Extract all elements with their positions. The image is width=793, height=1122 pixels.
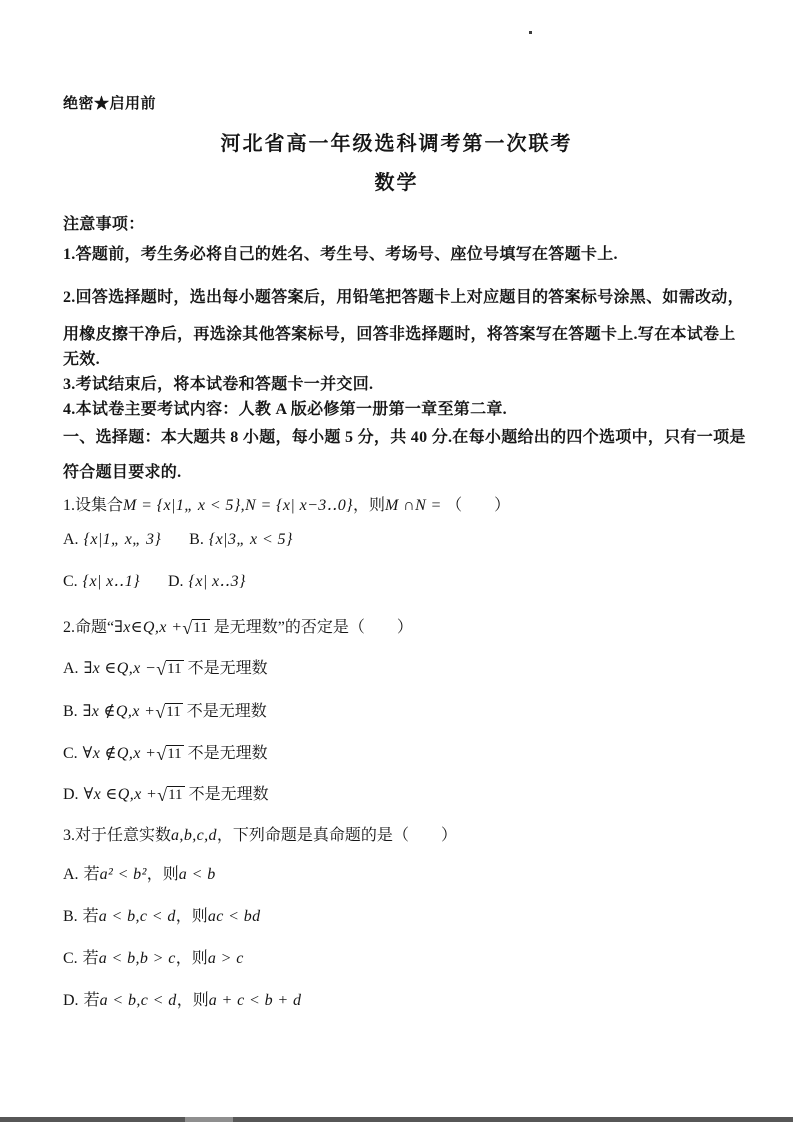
question-2-option-b xyxy=(63,698,267,721)
question-2-number-text: 2.命题“ xyxy=(63,619,115,636)
notice-item-3: 3.考试结束后，将本试卷和答题卡一并交回. xyxy=(63,376,374,393)
question-3-text: ，下列命题是真命题的是 xyxy=(216,827,393,844)
notice-item-4: 4.本试卷主要考试内容：人教 A 版必修第一册第一章至第二章. xyxy=(63,401,507,418)
question-3-option-a xyxy=(63,861,216,884)
notice-item-2: 2.回答选择题时，选出每小题答案后，用铅笔把答题卡上对应题目的答案标号涂黑、如需改动， xyxy=(63,289,744,306)
question-1-stem xyxy=(63,492,510,515)
option-c-conclusion: a > c xyxy=(207,950,244,967)
option-b-if: 若 xyxy=(82,908,99,925)
section-header-line-1: 一、选择题：本大题共 8 小题，每小题 5 分，共 40 分.在每小题给出的四个选项中，只有一项是 xyxy=(63,429,746,446)
section-header-line-2: 符合题目要求的. xyxy=(63,464,182,481)
option-b xyxy=(189,531,293,548)
answer-blank-parentheses: （ ） xyxy=(348,619,413,636)
sqrt-icon: √ xyxy=(157,785,168,805)
option-c-condition: a < b,b > c xyxy=(98,950,176,967)
question-2-stem xyxy=(63,614,413,637)
radicand-value: 11 xyxy=(167,746,182,762)
sqrt-radical xyxy=(156,660,183,678)
option-a-conclusion: a < b xyxy=(178,866,216,883)
option-a-if: 若 xyxy=(83,866,100,883)
option-a-label: A. xyxy=(63,866,79,883)
option-d-conclusion: a + c < b + d xyxy=(208,992,302,1009)
question-3-option-d xyxy=(63,987,301,1010)
question-1-expression: M ∩N = xyxy=(385,497,447,514)
option-d-math: ∀x ∈Q,x + xyxy=(83,786,158,803)
question-1-options-row-2 xyxy=(63,571,246,591)
notice-heading: 注意事项： xyxy=(63,216,145,233)
option-d-label: D. xyxy=(63,992,79,1009)
subject-title: 数学 xyxy=(374,172,419,194)
question-3-option-c xyxy=(63,945,244,968)
option-c-label: C. xyxy=(63,745,78,762)
option-d-if: 若 xyxy=(83,992,100,1009)
notice-item-2-end: 无效. xyxy=(63,351,100,368)
sqrt-radical xyxy=(155,703,182,721)
option-d-condition: a < b,c < d xyxy=(99,992,177,1009)
sqrt-icon: √ xyxy=(155,702,166,722)
notice-item-2-continued: 用橡皮擦干净后，再选涂其他答案标号，回答非选择题时，将答案写在答题卡上.写在本试卷上 xyxy=(63,326,736,343)
question-3-option-b xyxy=(63,903,261,926)
option-d-label: D. xyxy=(167,573,184,590)
option-b-text: {x|3„ x < 5} xyxy=(208,531,293,548)
option-c-if: 若 xyxy=(82,950,99,967)
question-3-variables: a,b,c,d xyxy=(171,827,217,844)
question-3-stem xyxy=(63,822,457,845)
option-a-text: 不是无理数 xyxy=(187,660,268,677)
notice-item-1: 1.答题前，考生务必将自己的姓名、考生号、考场号、座位号填写在答题卡上. xyxy=(63,246,618,263)
option-d-label: D. xyxy=(63,786,79,803)
scan-edge-bar-smudge xyxy=(185,1117,233,1122)
sqrt-radical xyxy=(182,619,209,637)
radicand-value: 11 xyxy=(166,704,181,720)
option-b-label: B. xyxy=(189,531,204,548)
sqrt-radical xyxy=(157,786,184,804)
option-b-math: ∃x ∉Q,x + xyxy=(82,703,156,720)
option-a-label: A. xyxy=(63,531,79,548)
exam-title: 河北省高一年级选科调考第一次联考 xyxy=(220,133,573,155)
option-a-then: ，则 xyxy=(146,866,179,883)
sqrt-icon: √ xyxy=(156,744,167,764)
option-b-condition: a < b,c < d xyxy=(98,908,176,925)
question-1-connector: ，则 xyxy=(352,497,385,514)
option-c-text: 不是无理数 xyxy=(187,745,268,762)
option-c xyxy=(63,573,140,590)
radicand-value: 11 xyxy=(193,620,208,636)
sqrt-icon: √ xyxy=(182,618,193,638)
option-d-text: {x| x‥3} xyxy=(188,573,246,590)
security-label: 绝密★启用前 xyxy=(63,96,157,112)
option-b-text: 不是无理数 xyxy=(186,703,267,720)
question-1-number-text: 1.设集合 xyxy=(63,497,124,514)
sqrt-radical xyxy=(156,745,183,763)
option-c-label: C. xyxy=(63,950,78,967)
sqrt-icon: √ xyxy=(156,659,167,679)
option-a xyxy=(63,531,161,548)
question-2-option-d xyxy=(63,781,269,804)
option-b-label: B. xyxy=(63,703,78,720)
option-c-label: C. xyxy=(63,573,78,590)
answer-blank-parentheses: （ ） xyxy=(446,497,511,514)
radicand-value: 11 xyxy=(167,661,182,677)
scan-artifact-dot xyxy=(529,31,532,34)
option-d-then: ，则 xyxy=(176,992,209,1009)
option-d xyxy=(168,573,246,590)
question-1-set-definition: M = {x|1„ x < 5},N = {x| x−3‥0} xyxy=(123,497,353,514)
question-3-number-text: 3.对于任意实数 xyxy=(63,827,172,844)
option-b-then: ，则 xyxy=(175,908,208,925)
option-c-math: ∀x ∉Q,x + xyxy=(82,745,157,762)
option-c-then: ，则 xyxy=(175,950,208,967)
question-2-text: 是无理数”的否定是 xyxy=(213,619,349,636)
question-2-option-a xyxy=(63,655,268,678)
option-c-text: {x| x‥1} xyxy=(82,573,140,590)
option-a-math: ∃x ∈Q,x − xyxy=(83,660,157,677)
question-2-option-c xyxy=(63,740,268,763)
option-b-conclusion: ac < bd xyxy=(207,908,261,925)
question-1-options-row-1 xyxy=(63,531,293,549)
option-b-label: B. xyxy=(63,908,78,925)
answer-blank-parentheses: （ ） xyxy=(392,827,457,844)
option-a-label: A. xyxy=(63,660,79,677)
option-a-condition: a² < b² xyxy=(99,866,147,883)
radicand-value: 11 xyxy=(168,787,183,803)
scan-edge-bar xyxy=(0,1117,793,1122)
question-2-proposition: ∃x∈Q,x + xyxy=(114,619,183,636)
option-a-text: {x|1„ x„ 3} xyxy=(83,531,162,548)
option-d-text: 不是无理数 xyxy=(188,786,269,803)
